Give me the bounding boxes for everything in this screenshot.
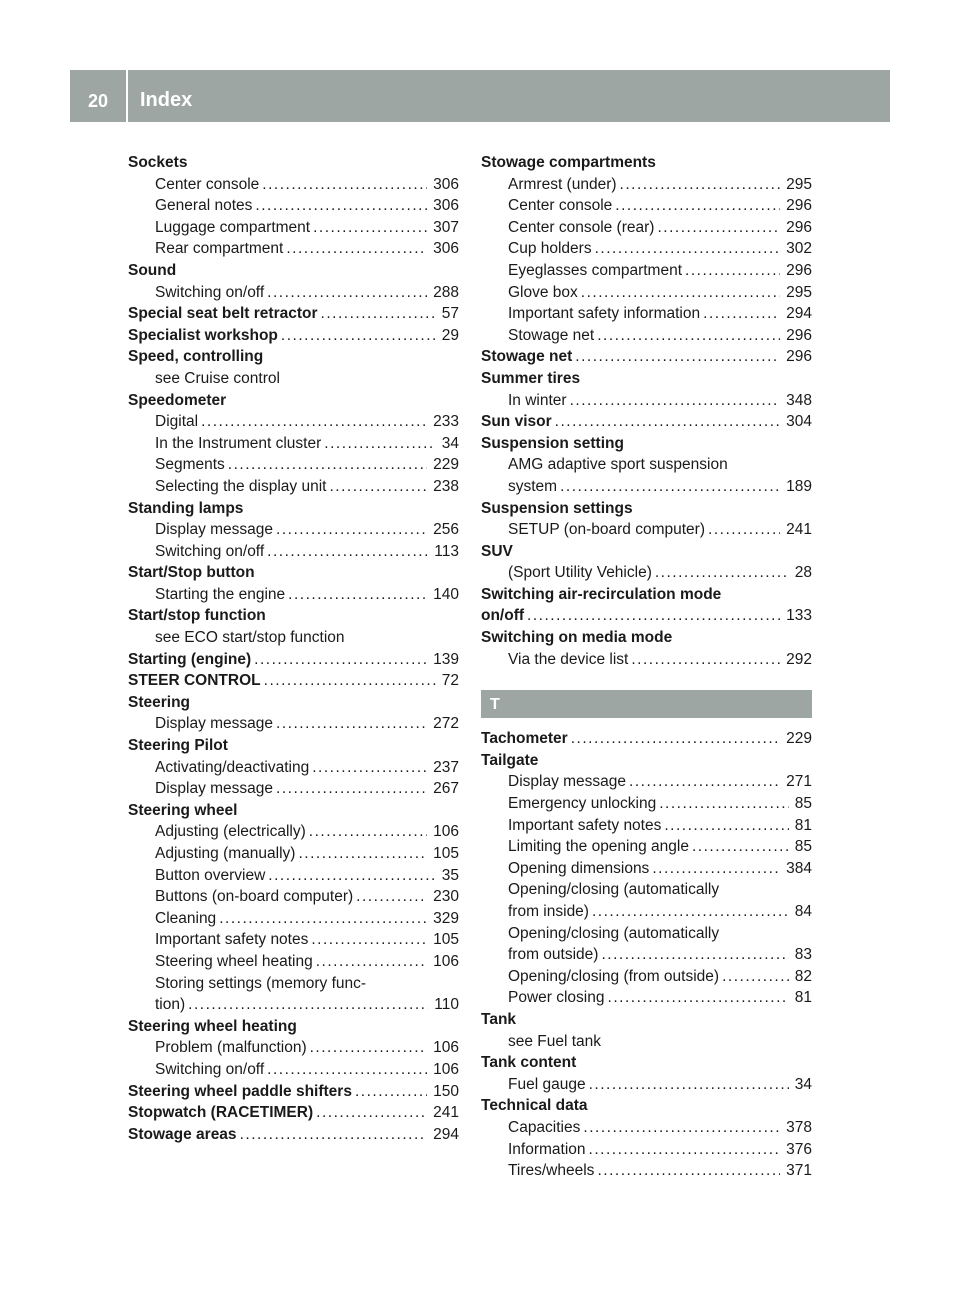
index-subentry — [481, 966, 812, 988]
dot-leader — [313, 217, 427, 239]
index-heading: Sound — [128, 261, 177, 279]
index-heading: Suspension settings — [481, 499, 633, 517]
index-heading: Switching on media mode — [481, 629, 673, 647]
page-ref: 306 — [433, 197, 459, 215]
entry-label: Glove box — [508, 283, 578, 301]
entry-label: Emergency unlocking — [508, 795, 657, 813]
entry-label: Button overview — [155, 866, 266, 884]
page-ref: 81 — [794, 989, 812, 1007]
dot-leader — [692, 836, 789, 858]
index-subentry — [481, 303, 812, 325]
index-subentry-text: see ECO start/stop function — [155, 629, 345, 647]
index-entry — [481, 728, 812, 750]
page-ref: 288 — [433, 283, 459, 301]
page-ref: 307 — [433, 218, 459, 236]
entry-label: Tachometer — [481, 730, 568, 748]
page-ref: 110 — [434, 996, 459, 1014]
entry-label: from inside) — [508, 903, 589, 920]
page-ref: 229 — [433, 456, 459, 474]
entry-label: Limiting the opening angle — [508, 838, 689, 856]
page-ref: 28 — [794, 564, 812, 582]
index-heading: Tank content — [481, 1054, 577, 1072]
index-heading: Tailgate — [481, 751, 539, 769]
page-ref: 306 — [433, 240, 459, 258]
index-entry — [481, 411, 812, 433]
entry-label: Cup holders — [508, 240, 592, 258]
index-subentry — [481, 282, 812, 304]
page-ref: 106 — [433, 1039, 459, 1057]
index-subentry — [128, 1037, 459, 1059]
dot-leader — [629, 771, 780, 793]
page-ref: 384 — [786, 859, 812, 877]
index-subentry — [481, 901, 812, 923]
entry-label: Special seat belt retractor — [128, 305, 318, 323]
page-ref: 296 — [786, 261, 812, 279]
entry-label: Steering wheel paddle shifters — [128, 1082, 352, 1100]
dot-leader — [321, 303, 436, 325]
entry-label: Opening dimensions — [508, 859, 650, 877]
index-subentry — [481, 476, 812, 498]
index-heading: Speedometer — [128, 391, 227, 409]
page-ref: 29 — [441, 326, 459, 344]
index-entry — [481, 346, 812, 368]
entry-label: Display message — [155, 521, 274, 539]
page-ref: 306 — [433, 175, 459, 193]
page-ref: 34 — [794, 1075, 812, 1093]
entry-label: In winter — [508, 391, 567, 409]
dot-leader — [298, 843, 427, 865]
index-subentry — [128, 843, 459, 865]
dot-leader — [219, 908, 427, 930]
index-subentry — [128, 433, 459, 455]
entry-label: Buttons (on-board computer) — [155, 888, 354, 906]
index-subentry — [481, 325, 812, 347]
dot-leader — [276, 519, 427, 541]
index-heading: Summer tires — [481, 369, 581, 387]
dot-leader — [255, 195, 427, 217]
dot-leader — [316, 951, 427, 973]
page-ref: 295 — [786, 175, 812, 193]
dot-leader — [597, 1160, 780, 1182]
index-subentry — [481, 562, 812, 584]
index-subentry — [481, 793, 812, 815]
index-subentry — [481, 174, 812, 196]
index-heading: Steering wheel — [128, 801, 238, 819]
page-ref: 113 — [434, 542, 459, 560]
dot-leader — [310, 1037, 428, 1059]
index-subentry-text: see Fuel tank — [508, 1032, 602, 1050]
dot-leader — [657, 217, 780, 239]
index-subentry — [128, 174, 459, 196]
entry-label: Switching on/off — [155, 542, 265, 560]
index-subentry-text: Storing settings (memory func- — [155, 974, 367, 992]
entry-label: Switching on/off — [155, 1060, 265, 1078]
dot-leader — [570, 390, 781, 412]
index-subentry — [481, 195, 812, 217]
index-entry — [128, 1081, 459, 1103]
index-subentry — [481, 836, 812, 858]
entry-label: Important safety information — [508, 305, 701, 323]
index-subentry — [128, 238, 459, 260]
page-ref: 238 — [433, 477, 459, 495]
index-subentry — [481, 217, 812, 239]
page-ref: 83 — [794, 946, 812, 964]
entry-label: tion) — [155, 996, 186, 1014]
dot-leader — [555, 411, 780, 433]
index-column-left — [128, 152, 459, 1145]
dot-leader — [281, 325, 436, 347]
entry-label: STEER CONTROL — [128, 672, 261, 690]
page-ref: 82 — [794, 967, 812, 985]
dot-leader — [329, 476, 427, 498]
dot-leader — [589, 1139, 781, 1161]
page-ref: 84 — [794, 903, 812, 920]
page-ref: 296 — [786, 218, 812, 236]
page-ref: 34 — [441, 434, 459, 452]
index-subentry-text: Opening/closing (automatically — [508, 881, 720, 899]
index-subentry — [481, 238, 812, 260]
entry-label: Important safety notes — [155, 931, 309, 949]
index-heading: Technical data — [481, 1097, 588, 1115]
index-heading: Start/stop function — [128, 607, 266, 625]
index-entry — [128, 1102, 459, 1124]
entry-label: Stopwatch (RACETIMER) — [128, 1104, 314, 1122]
index-entry — [128, 325, 459, 347]
index-subentry — [128, 411, 459, 433]
page-ref: 106 — [433, 1060, 459, 1078]
entry-label: General notes — [155, 197, 253, 215]
page-ref: 105 — [433, 931, 459, 949]
page-ref: 133 — [786, 607, 812, 625]
page-ref: 150 — [433, 1082, 459, 1100]
entry-label: Specialist workshop — [128, 326, 278, 344]
section-letter-t: T — [481, 690, 812, 718]
dot-leader — [276, 778, 427, 800]
index-heading: SUV — [481, 542, 513, 560]
entry-label: Starting the engine — [155, 585, 286, 603]
entry-label: Stowage net — [508, 326, 595, 344]
dot-leader — [631, 649, 780, 671]
index-subentry — [481, 944, 812, 966]
page-ref: 272 — [433, 715, 459, 733]
dot-leader — [228, 454, 427, 476]
page-ref: 229 — [786, 730, 812, 748]
dot-leader — [597, 325, 780, 347]
dot-leader — [560, 476, 780, 498]
dot-leader — [659, 793, 789, 815]
entry-label: SETUP (on-board computer) — [508, 521, 705, 539]
entry-label: Adjusting (electrically) — [155, 823, 306, 841]
page-ref: 106 — [433, 952, 459, 970]
dot-leader — [254, 649, 427, 671]
entry-label: Activating/deactivating — [155, 758, 310, 776]
header-divider — [126, 70, 128, 122]
dot-leader — [652, 858, 780, 880]
index-subentry — [128, 713, 459, 735]
entry-label: Capacities — [508, 1118, 581, 1136]
index-heading: Tank — [481, 1010, 517, 1028]
entry-label: Tires/wheels — [508, 1162, 595, 1180]
page-ref: 267 — [433, 780, 459, 798]
entry-label: Important safety notes — [508, 816, 662, 834]
index-subentry — [128, 994, 459, 1016]
page-ref: 241 — [786, 521, 812, 539]
index-heading: Start/Stop button — [128, 564, 255, 582]
entry-label: Information — [508, 1140, 586, 1158]
dot-leader — [703, 303, 780, 325]
dot-leader — [581, 282, 780, 304]
page-ref: 271 — [786, 773, 812, 791]
page-ref: 294 — [786, 305, 812, 323]
dot-leader — [708, 519, 780, 541]
dot-leader — [595, 238, 781, 260]
page-ref: 295 — [786, 283, 812, 301]
dot-leader — [264, 670, 436, 692]
index-subentry — [128, 1059, 459, 1081]
page-ref: 106 — [433, 823, 459, 841]
index-heading: Stowage compartments — [481, 154, 656, 171]
page-ref: 72 — [441, 672, 459, 690]
dot-leader — [722, 966, 789, 988]
index-subentry — [128, 778, 459, 800]
index-subentry — [128, 929, 459, 951]
dot-leader — [309, 821, 427, 843]
dot-leader — [575, 346, 780, 368]
index-subentry — [128, 865, 459, 887]
index-subentry — [481, 390, 812, 412]
page-ref: 241 — [433, 1104, 459, 1122]
dot-leader — [571, 728, 780, 750]
entry-label: Display message — [508, 773, 627, 791]
index-entry — [128, 649, 459, 671]
dot-leader — [655, 562, 789, 584]
page-header — [70, 70, 890, 122]
entry-label: Power closing — [508, 989, 605, 1007]
entry-label: Segments — [155, 456, 225, 474]
index-subentry — [481, 987, 812, 1009]
entry-label: from outside) — [508, 946, 599, 964]
index-entry — [481, 605, 812, 627]
dot-leader — [592, 901, 789, 923]
index-subentry — [481, 1117, 812, 1139]
index-subentry — [128, 195, 459, 217]
dot-leader — [311, 929, 427, 951]
index-heading: Sockets — [128, 154, 188, 171]
entry-label: Center console (rear) — [508, 218, 655, 236]
dot-leader — [268, 865, 435, 887]
index-subentry — [128, 476, 459, 498]
index-subentry — [481, 260, 812, 282]
dot-leader — [201, 411, 427, 433]
entry-label: Steering wheel heating — [155, 952, 313, 970]
page-title: Index — [140, 89, 193, 111]
index-subentry — [128, 217, 459, 239]
index-entry — [128, 303, 459, 325]
page-ref: 296 — [786, 348, 812, 366]
dot-leader — [356, 886, 427, 908]
index-heading: Suspension setting — [481, 434, 624, 452]
page-ref: 230 — [433, 888, 459, 906]
index-heading: Steering Pilot — [128, 737, 228, 755]
dot-leader — [589, 1074, 789, 1096]
entry-label: Rear compartment — [155, 240, 284, 258]
dot-leader — [188, 994, 428, 1016]
entry-label: Via the device list — [508, 650, 629, 668]
entry-label: Sun visor — [481, 413, 552, 431]
page-ref: 81 — [794, 816, 812, 834]
index-subentry — [481, 1139, 812, 1161]
dot-leader — [276, 713, 427, 735]
index-subentry — [481, 858, 812, 880]
index-subentry — [128, 821, 459, 843]
dot-leader — [583, 1117, 780, 1139]
dot-leader — [286, 238, 427, 260]
page-ref: 292 — [786, 650, 812, 668]
index-entry — [128, 1124, 459, 1146]
dot-leader — [664, 815, 788, 837]
index-subentry-text: see Cruise control — [155, 369, 280, 387]
index-subentry — [481, 815, 812, 837]
index-heading: Switching air-recirculation mode — [481, 585, 722, 603]
page-ref: 85 — [794, 838, 812, 856]
dot-leader — [240, 1124, 428, 1146]
entry-label: Opening/closing (from outside) — [508, 967, 720, 985]
page-ref: 378 — [786, 1118, 812, 1136]
index-heading: Steering wheel heating — [128, 1017, 297, 1035]
entry-label: Luggage compartment — [155, 218, 311, 236]
page-ref: 371 — [786, 1162, 812, 1180]
dot-leader — [267, 1059, 427, 1081]
page-ref: 329 — [433, 909, 459, 927]
index-list-t — [481, 728, 812, 1181]
page-ref: 85 — [794, 795, 812, 813]
entry-label: Cleaning — [155, 909, 217, 927]
entry-label: Display message — [155, 780, 274, 798]
page-ref: 348 — [786, 391, 812, 409]
index-heading: Steering — [128, 693, 191, 711]
page-ref: 140 — [433, 585, 459, 603]
index-heading: Speed, controlling — [128, 348, 264, 366]
index-heading: Standing lamps — [128, 499, 244, 517]
page-ref: 237 — [433, 758, 459, 776]
entry-label: Eyeglasses compartment — [508, 261, 683, 279]
entry-label: Center console — [155, 175, 260, 193]
dot-leader — [316, 1102, 427, 1124]
index-subentry — [128, 757, 459, 779]
page-ref: 376 — [786, 1140, 812, 1158]
dot-leader — [262, 174, 427, 196]
index-subentry — [481, 649, 812, 671]
index-subentry — [128, 282, 459, 304]
index-subentry-text: AMG adaptive sport suspension — [508, 456, 728, 474]
entry-label: (Sport Utility Vehicle) — [508, 564, 652, 582]
dot-leader — [355, 1081, 427, 1103]
dot-leader — [527, 605, 780, 627]
index-subentry — [481, 519, 812, 541]
dot-leader — [608, 987, 789, 1009]
entry-label: Center console — [508, 197, 613, 215]
index-subentry — [128, 951, 459, 973]
index-subentry — [481, 771, 812, 793]
entry-label: system — [508, 477, 558, 495]
index-entry — [128, 670, 459, 692]
page-ref: 296 — [786, 197, 812, 215]
page-ref: 304 — [786, 413, 812, 431]
page-ref: 35 — [441, 866, 459, 884]
page-ref: 302 — [786, 240, 812, 258]
index-subentry — [128, 541, 459, 563]
entry-label: Stowage areas — [128, 1125, 237, 1143]
index-subentry — [128, 886, 459, 908]
dot-leader — [601, 944, 788, 966]
dot-leader — [324, 433, 435, 455]
index-subentry — [481, 1074, 812, 1096]
index-subentry — [128, 519, 459, 541]
entry-label: Armrest (under) — [508, 175, 617, 193]
entry-label: Switching on/off — [155, 283, 265, 301]
index-subentry — [128, 908, 459, 930]
entry-label: on/off — [481, 607, 525, 625]
index-subentry — [128, 584, 459, 606]
dot-leader — [685, 260, 780, 282]
page-ref: 296 — [786, 326, 812, 344]
dot-leader — [312, 757, 427, 779]
entry-label: Problem (malfunction) — [155, 1039, 307, 1057]
entry-label: Display message — [155, 715, 274, 733]
entry-label: Stowage net — [481, 348, 573, 366]
dot-leader — [620, 174, 781, 196]
index-column-right — [481, 152, 812, 1182]
index-subentry-text: Opening/closing (automatically — [508, 924, 720, 942]
page-number: 20 — [87, 91, 109, 111]
dot-leader — [615, 195, 780, 217]
entry-label: Fuel gauge — [508, 1075, 586, 1093]
dot-leader — [267, 282, 427, 304]
entry-label: Adjusting (manually) — [155, 845, 296, 862]
entry-label: Starting (engine) — [128, 650, 252, 668]
index-list-s-continued — [481, 152, 812, 670]
page-ref: 233 — [433, 413, 459, 431]
index-subentry — [481, 1160, 812, 1182]
page-ref: 105 — [433, 845, 459, 862]
page-ref: 294 — [433, 1125, 459, 1143]
index-subentry — [128, 454, 459, 476]
dot-leader — [288, 584, 427, 606]
entry-label: In the Instrument cluster — [155, 434, 322, 452]
page-ref: 256 — [433, 521, 459, 539]
page-ref: 139 — [433, 650, 459, 668]
entry-label: Digital — [155, 413, 199, 431]
page-ref: 57 — [441, 305, 459, 323]
page-ref: 189 — [786, 477, 812, 495]
entry-label: Selecting the display unit — [155, 477, 327, 495]
dot-leader — [267, 541, 428, 563]
